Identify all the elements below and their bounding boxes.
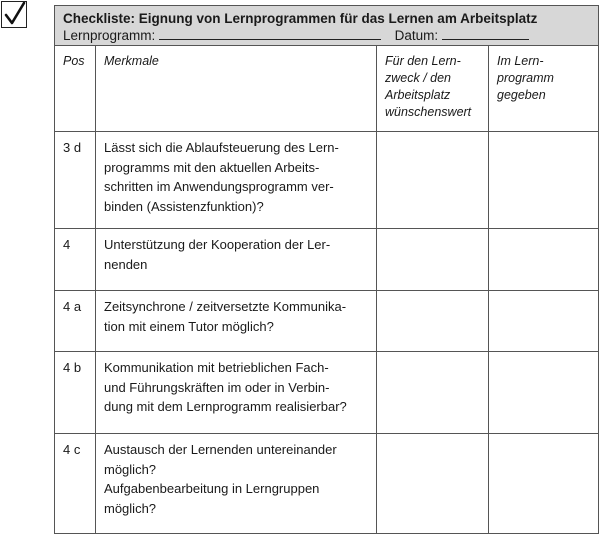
column-header-merkmale: Merkmale bbox=[96, 46, 377, 132]
row-pos: 4 b bbox=[55, 352, 96, 434]
row-merkmal: Unterstützung der Kooperation der Ler- nenden bbox=[96, 229, 377, 291]
gegeben-cell[interactable] bbox=[489, 434, 599, 534]
table-row bbox=[55, 291, 599, 352]
row-merkmal: Zeitsynchrone / zeitversetzte Kommunika- tion mit einem Tutor möglich? bbox=[96, 291, 377, 352]
checkbox[interactable] bbox=[1, 1, 27, 28]
gegeben-cell[interactable] bbox=[489, 229, 599, 291]
row-pos: 3 d bbox=[55, 132, 96, 229]
gegeben-cell[interactable] bbox=[489, 291, 599, 352]
table-row bbox=[55, 352, 599, 434]
row-pos: 4 a bbox=[55, 291, 96, 352]
checklist-table bbox=[54, 5, 599, 534]
table-row bbox=[55, 229, 599, 291]
checkmark-icon bbox=[4, 2, 26, 26]
row-merkmal: Lässt sich die Ablaufsteuerung des Lern- programms mit den aktuellen Arbeits- schritten im Anwendungsprogramm ver- binden (Assistenzfunktion)? bbox=[96, 132, 377, 229]
checklist-header bbox=[55, 6, 599, 46]
row-pos: 4 bbox=[55, 229, 96, 291]
column-header-wuenschenswert: Für den Lern- zweck / den Arbeitsplatz wünschenswert bbox=[377, 46, 489, 132]
header-fields bbox=[63, 27, 590, 45]
row-merkmal: Austausch der Lernenden untereinander möglich? Aufgabenbearbeitung in Lerngruppen möglich? bbox=[96, 434, 377, 534]
wuenschenswert-cell[interactable] bbox=[377, 132, 489, 229]
gegeben-cell[interactable] bbox=[489, 132, 599, 229]
checklist-title: Checkliste: Eignung von Lernprogrammen für das Lernen am Arbeitsplatz bbox=[63, 11, 538, 26]
program-label: Lernprogramm: bbox=[63, 28, 156, 43]
row-merkmal: Kommunikation mit betrieblichen Fach- und Führungskräften im oder in Verbin- dung mit dem Lernprogramm realisierbar? bbox=[96, 352, 377, 434]
table-row bbox=[55, 434, 599, 534]
wuenschenswert-cell[interactable] bbox=[377, 434, 489, 534]
wuenschenswert-cell[interactable] bbox=[377, 352, 489, 434]
wuenschenswert-cell[interactable] bbox=[377, 291, 489, 352]
wuenschenswert-cell[interactable] bbox=[377, 229, 489, 291]
column-header-gegeben: Im Lern- programm gegeben bbox=[489, 46, 599, 132]
column-header-pos: Pos bbox=[55, 46, 96, 132]
program-name-field[interactable] bbox=[159, 27, 381, 40]
gegeben-cell[interactable] bbox=[489, 352, 599, 434]
table-row bbox=[55, 132, 599, 229]
row-pos: 4 c bbox=[55, 434, 96, 534]
date-label: Datum: bbox=[394, 28, 439, 43]
date-field[interactable] bbox=[442, 27, 529, 40]
